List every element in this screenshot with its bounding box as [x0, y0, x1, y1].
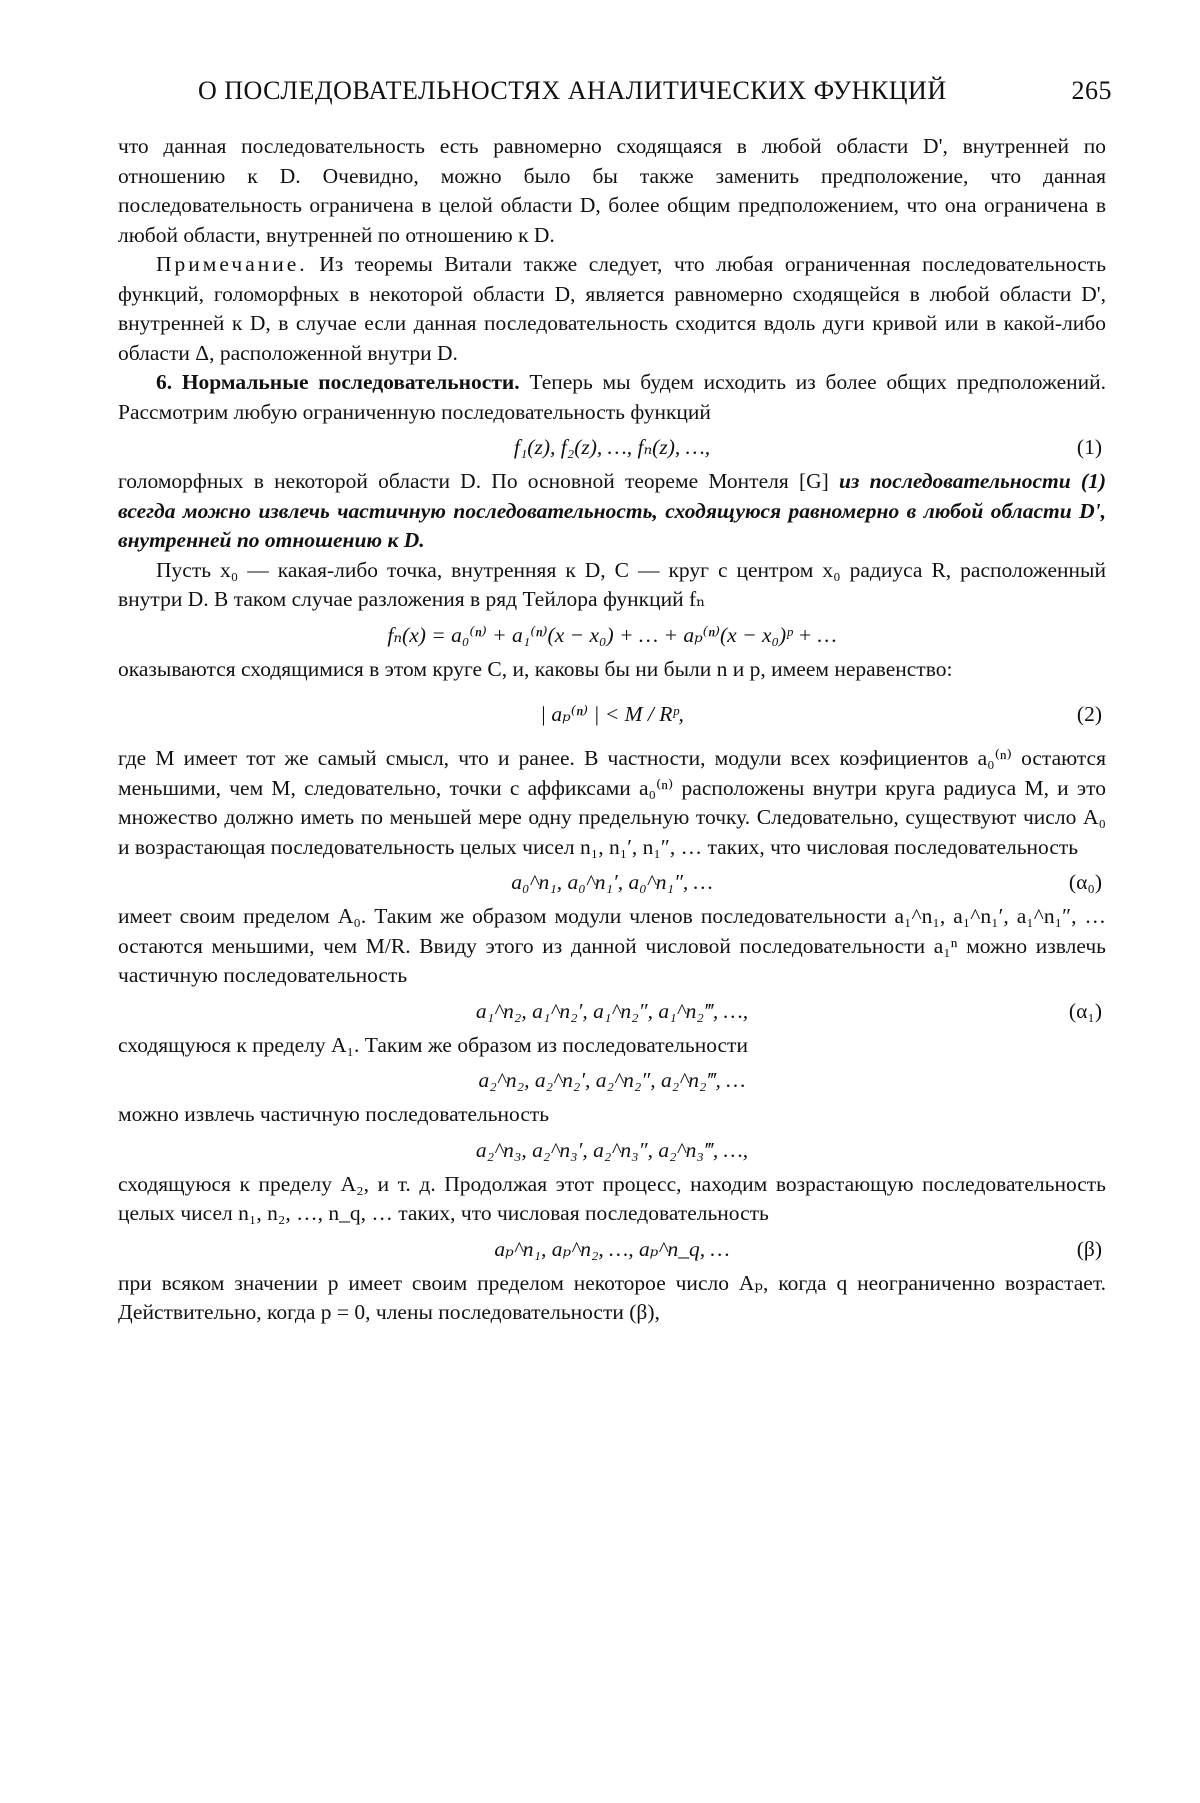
equation-a2-sequence	[118, 1060, 1106, 1100]
section-6-text: Теперь мы будем исходить из более общих предположений. Рассмотрим любую ограниченную последовательность функций	[118, 370, 1107, 424]
note-text: Из теоремы Витали также следует, что любая ограниченная последовательность функций, голоморфных в некоторой области D, является равномерно сходящейся в любой области D', внутренней к D, в случае если данная последовательность сходится вдоль дуги кривой или в какой-либо области Δ, расположенной внутри D.	[118, 252, 1106, 365]
equation-alpha1-body: a₁^n₂, a₁^n₂′, a₁^n₂″, a₁^n₂‴, …,	[475, 998, 749, 1023]
limit-a2-paragraph: сходящуюся к пределу A₂, и т. д. Продолжая этот процесс, находим возрастающую последовательность целых чисел n₁, n₂, …, n_q, … таких, что числовая последовательность	[118, 1171, 1106, 1225]
running-title: О ПОСЛЕДОВАТЕЛЬНОСТЯХ АНАЛИТИЧЕСКИХ ФУНКЦИЙ	[198, 76, 947, 105]
equation-a2-subsequence	[118, 1130, 1106, 1170]
equation-2-body: | aₚ⁽ⁿ⁾ | < M / Rᵖ,	[540, 702, 684, 726]
page-body	[118, 132, 1106, 1328]
equation-1-number: (1)	[1076, 435, 1102, 459]
paragraph-1: что данная последовательность есть равномерно сходящаяся в любой области D', внутренней по отношению к D. Очевидно, можно было бы также заменить предположение, что данная последовательность ограничена в целой области D, более общим предположением, что она ограничена в любой области, внутренней по отношению к D.	[118, 134, 1106, 247]
note-label: Примечание.	[156, 252, 308, 276]
equation-alpha1-number: (α₁)	[1068, 998, 1102, 1023]
equation-1-body: f₁(z), f₂(z), …, fₙ(z), …,	[513, 435, 711, 459]
equation-1	[118, 427, 1106, 467]
convergence-paragraph: оказываются сходящимися в этом круге C, и, каковы бы ни были n и p, имеем неравенство:	[118, 656, 953, 681]
equation-beta	[118, 1229, 1106, 1269]
montel-text: голоморфных в некоторой области D. По основной теореме Монтеля [G]	[118, 469, 829, 493]
equation-alpha0-body: a₀^n₁, a₀^n₁′, a₀^n₁″, …	[511, 870, 713, 894]
equation-a2-subsequence-body: a₂^n₃, a₂^n₃′, a₂^n₃″, a₂^n₃‴, …,	[475, 1137, 749, 1162]
equation-2-number: (2)	[1076, 702, 1102, 726]
equation-beta-number: (β)	[1076, 1236, 1102, 1261]
note-paragraph	[118, 250, 1106, 368]
limit-a1-paragraph: сходящуюся к пределу A₁. Таким же образом из последовательности	[118, 1032, 748, 1057]
taylor-equation-body: fₙ(x) = a₀⁽ⁿ⁾ + a₁⁽ⁿ⁾(x − x₀) + … + aₚ⁽ⁿ⁾(x − x₀)ᵖ + …	[387, 622, 837, 647]
equation-2	[118, 684, 1106, 744]
running-header	[198, 76, 1112, 116]
page-number: 265	[1071, 76, 1112, 105]
equation-beta-body: aₚ^n₁, aₚ^n₂, …, aₚ^n_q, …	[494, 1236, 730, 1261]
section-heading: 6. Нормальные последовательности.	[156, 370, 520, 394]
taylor-paragraph: Пусть x₀ — какая-либо точка, внутренняя к D, C — круг с центром x₀ радиуса R, расположенный внутри D. В таком случае разложения в ряд Тейлора функций fₙ	[118, 557, 1106, 611]
coefficients-paragraph: где M имеет тот же самый смысл, что и ранее. В частности, модули всех коэфициентов a₀⁽ⁿ⁾ остаются меньшими, чем M, следовательно, точки с аффиксами a₀⁽ⁿ⁾ расположены внутри круга радиуса M, и это множество должно иметь по меньшей мере одну предельную точку. Следовательно, существуют число A₀ и возрастающая последовательность целых чисел n₁, n₁′, n₁″, … таких, что числовая последовательность	[118, 746, 1106, 859]
montel-theorem: из последовательности (1) всегда можно извлечь частичную последовательность, сходящуюся равномерно в любой области D', внутренней по отношению к D.	[118, 469, 1106, 552]
montel-paragraph	[118, 467, 1106, 556]
section-6-paragraph	[118, 368, 1106, 427]
limit-a0-paragraph: имеет своим пределом A₀. Таким же образом модули членов последовательности a₁^n₁, a₁^n₁′, a₁^n₁″, … остаются меньшими, чем M/R. Ввиду этого из данной числовой последовательности a₁ⁿ можно извлечь частичную последовательность	[118, 904, 1106, 987]
final-paragraph: при всяком значении p имеет своим пределом некоторое число Aₚ, когда q неограниченно возрастает. Действительно, когда p = 0, члены последовательности (β),	[118, 1270, 1106, 1324]
equation-alpha1	[118, 991, 1106, 1031]
taylor-equation	[118, 615, 1106, 655]
equation-a2-body: a₂^n₂, a₂^n₂′, a₂^n₂″, a₂^n₂‴, …	[478, 1068, 746, 1092]
extract-paragraph: можно извлечь частичную последовательность	[118, 1102, 550, 1126]
equation-alpha0-number: (α₀)	[1068, 870, 1102, 894]
equation-alpha0	[118, 862, 1106, 902]
